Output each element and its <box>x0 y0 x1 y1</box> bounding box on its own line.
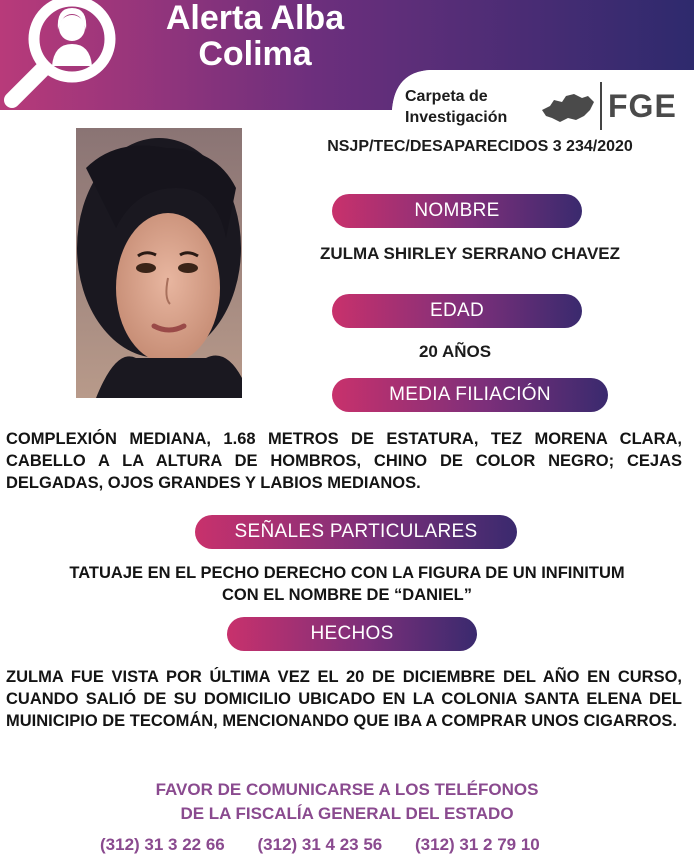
phone-number[interactable]: (312) 31 4 23 56 <box>257 835 383 854</box>
header-title <box>130 0 380 72</box>
phone-list <box>100 835 620 855</box>
nombre-pill: NOMBRE <box>332 194 582 228</box>
missing-person-photo <box>76 128 242 398</box>
colima-state-map-icon <box>540 90 596 124</box>
carpeta-label <box>405 86 545 128</box>
media-filiacion-pill: MEDIA FILIACIÓN <box>332 378 608 412</box>
case-number: NSJP/TEC/DESAPARECIDOS 3 234/2020 <box>327 138 633 155</box>
contact-info <box>100 778 594 826</box>
contact-line-2: DE LA FISCALÍA GENERAL DEL ESTADO <box>180 804 514 823</box>
carpeta-line-1: Carpeta de <box>405 88 488 105</box>
edad-pill: EDAD <box>332 294 582 328</box>
edad-value: 20 AÑOS <box>418 342 492 361</box>
logo-divider <box>600 82 602 130</box>
title-line-2: Colima <box>198 35 312 73</box>
phone-number[interactable]: (312) 31 2 79 10 <box>415 835 540 854</box>
phone-number[interactable]: (312) 31 3 22 66 <box>100 835 225 854</box>
logo-text: FGE <box>608 88 677 124</box>
senales-line-1: TATUAJE EN EL PECHO DERECHO CON LA FIGURA DE UN INFINITUM <box>69 564 625 582</box>
fge-logo <box>540 82 686 130</box>
search-person-icon <box>2 0 127 109</box>
carpeta-line-2: Investigación <box>405 109 508 126</box>
contact-line-1: FAVOR DE COMUNICARSE A LOS TELÉFONOS <box>155 780 539 799</box>
title-line-1: Alerta Alba <box>165 0 345 37</box>
senales-line-2: CON EL NOMBRE DE “DANIEL” <box>222 586 472 604</box>
nombre-value: ZULMA SHIRLEY SERRANO CHAVEZ <box>319 244 621 263</box>
senales-pill: SEÑALES PARTICULARES <box>195 515 517 549</box>
senales-text <box>20 562 674 606</box>
media-filiacion-text: COMPLEXIÓN MEDIANA, 1.68 METROS DE ESTATURA, TEZ MORENA CLARA, CABELLO A LA ALTURA DE HOMBROS, CHINO DE COLOR NEGRO; CEJAS DELGADAS, OJOS GRANDES Y LABIOS MEDIANOS. <box>6 430 682 492</box>
hechos-text: ZULMA FUE VISTA POR ÚLTIMA VEZ EL 20 DE DICIEMBRE DEL AÑO EN CURSO, CUANDO SALIÓ DE SU DOMICILIO UBICADO EN LA COLONIA SANTA ELENA DEL MUINICIPIO DE TECOMÁN, MENCIONANDO QUE IBA A COMPRAR UNOS CIGARROS. <box>6 668 682 730</box>
hechos-pill: HECHOS <box>227 617 477 651</box>
